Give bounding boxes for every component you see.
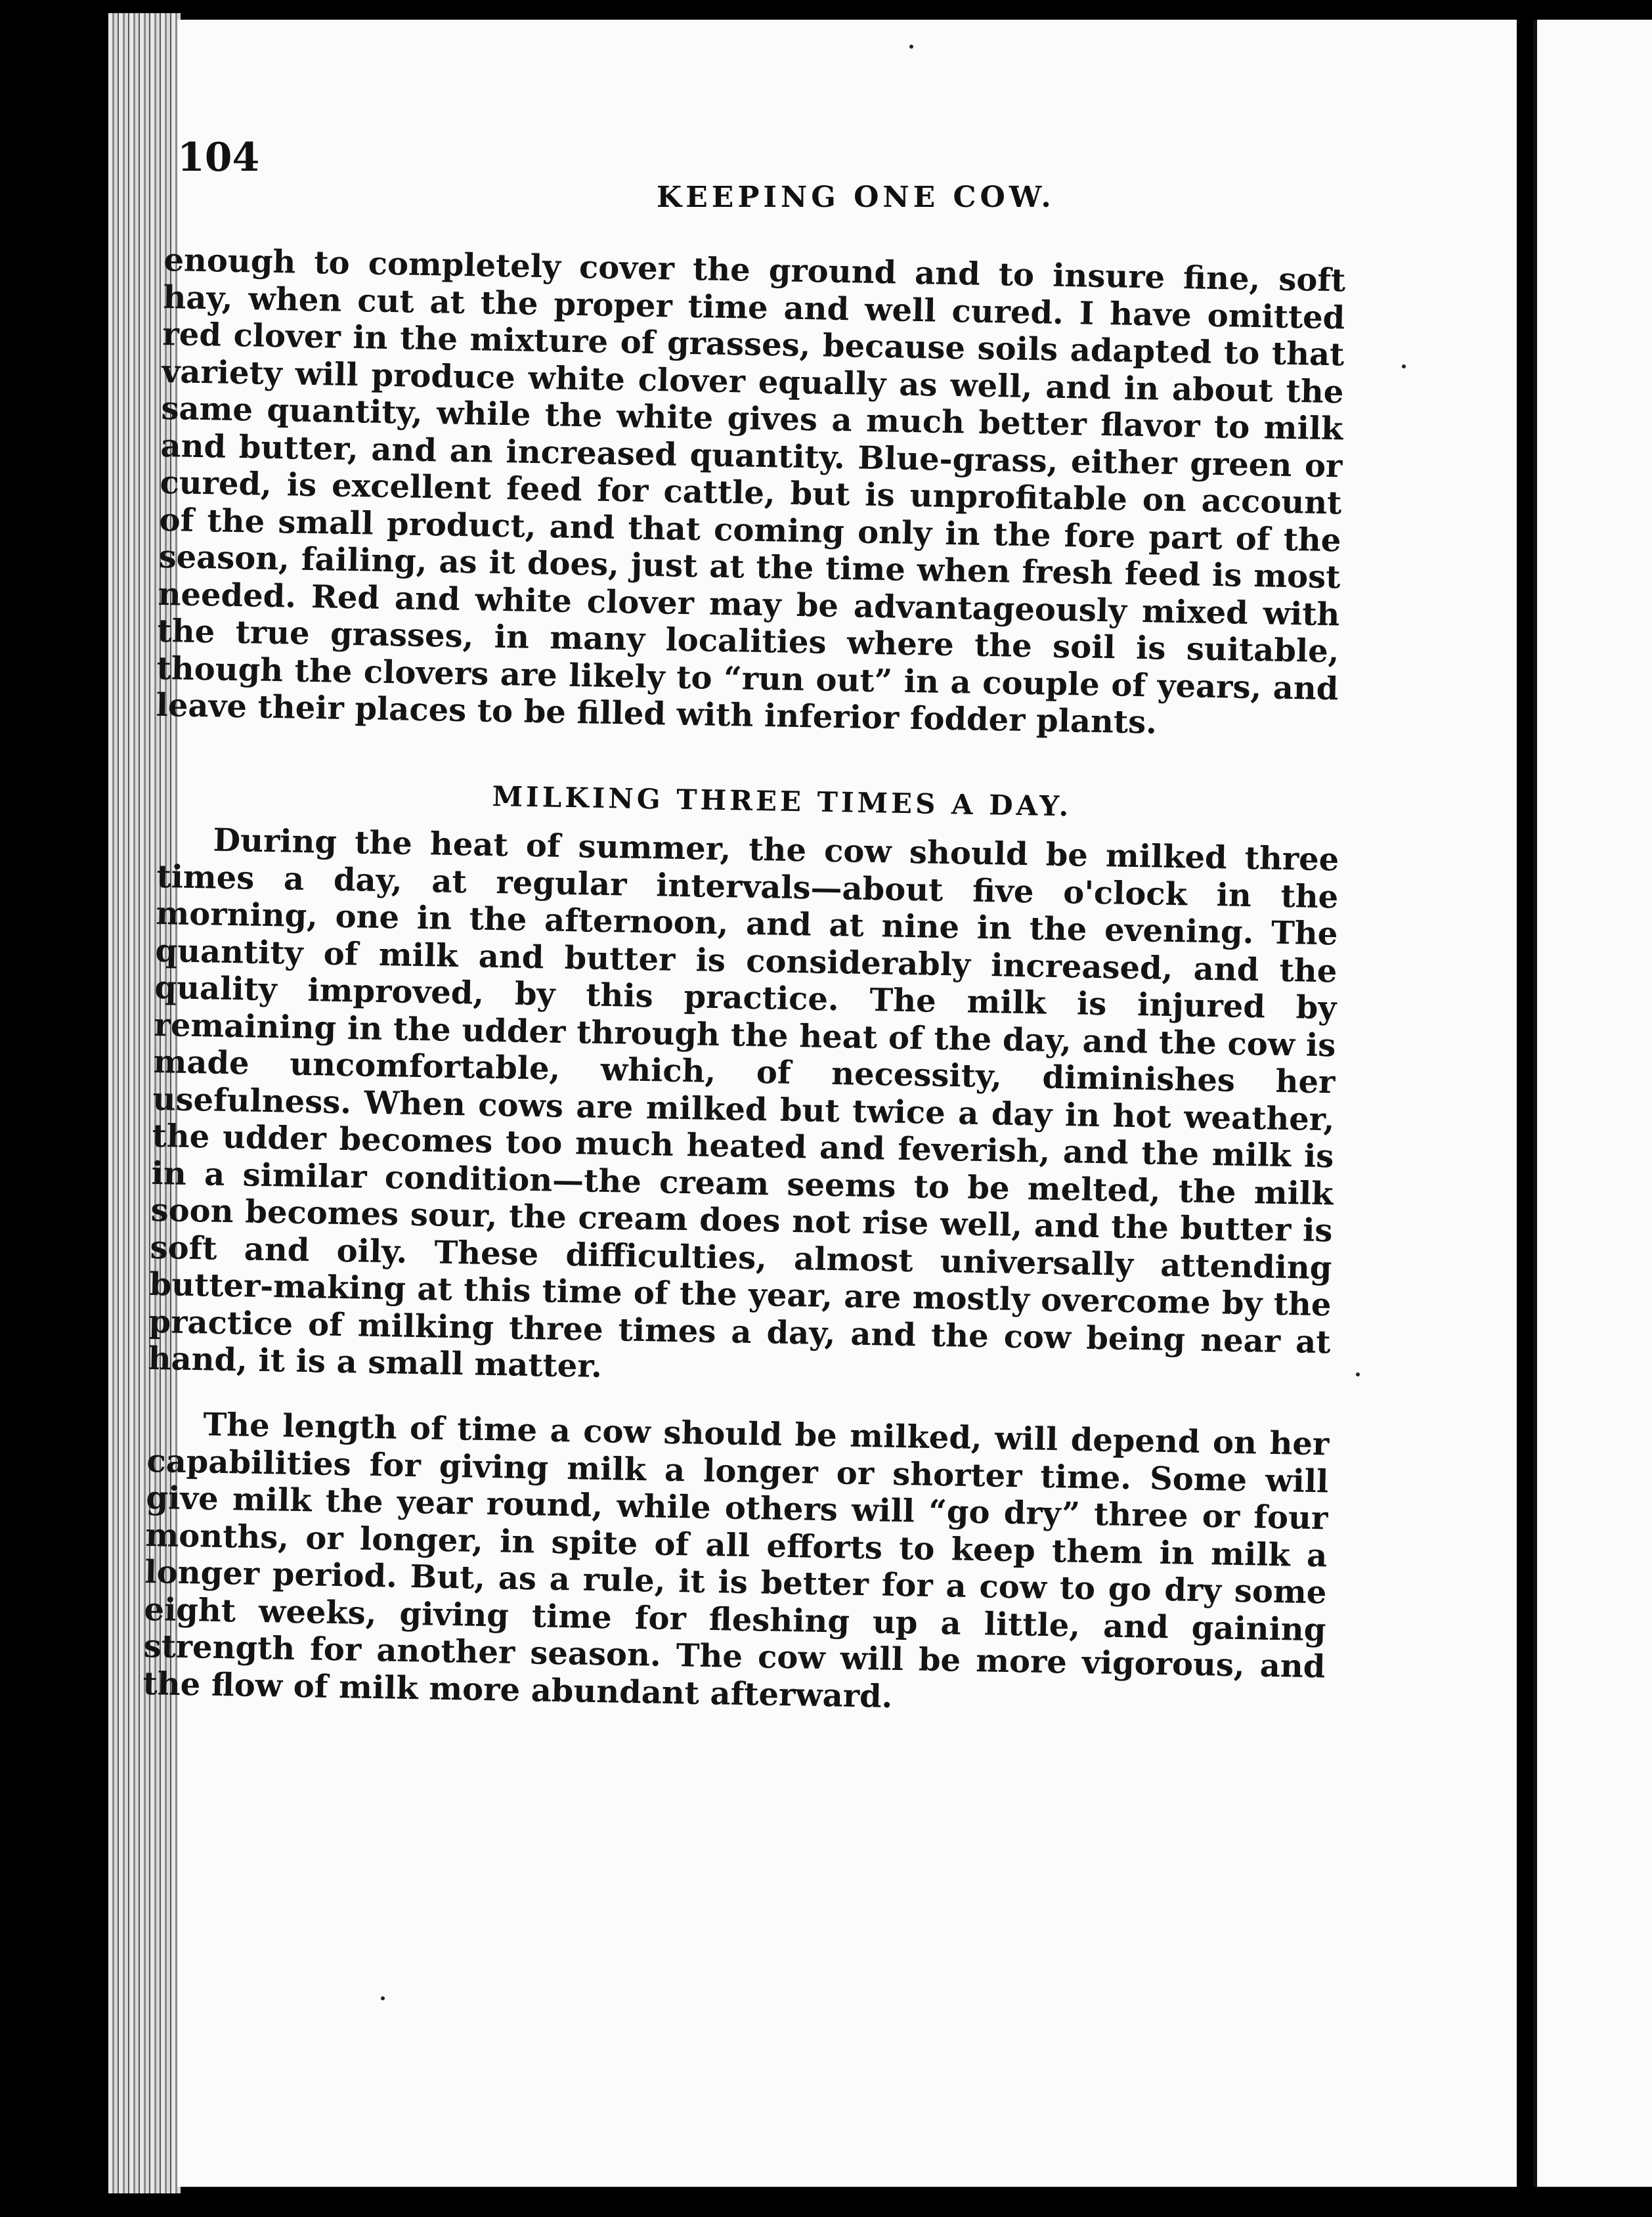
print-speck <box>381 1996 385 2000</box>
running-head: KEEPING ONE COW. <box>657 181 1055 214</box>
paragraph-1: enough to completely cover the ground and to insure fine, soft hay, when cut at the proper time and well cured. I have omitted red clover in the mixture of grasses, because soils adapted to that variety will produce white clover equally as well, and in about the same quantity, while the white gives a much better flavor to milk and butter, and an increased quantity. Blue-grass, either green or cured, is excellent feed for cattle, but is unprofitable on account of the small product, and that coming only in the fore part of the season, failing, as it does, just at the time when fresh feed is most needed. Red and white clover may be advantageously mixed with the true grasses, in many localities where the soil is suitable, though the clovers are likely to “run out” in a couple of years, and leave their places to be filled with inferior fodder plants. <box>156 242 1346 741</box>
paragraph-3: The length of time a cow should be milked, will depend on her capabilities for giving milk a longer or shorter time. Some will give milk the year round, while others will “go dry” three or four months, or longer, in spite of all efforts to keep them in milk a longer period. But, as a rule, it is better for a cow to go dry some eight weeks, giving time for fleshing up a little, and gaining strength for another season. The cow will be more vigorous, and the flow of milk more abundant afterward. <box>142 1406 1330 1715</box>
page-number: 104 <box>177 135 260 181</box>
facing-page-edge <box>1533 20 1652 2187</box>
section-heading: MILKING THREE TIMES A DAY. <box>492 780 1072 823</box>
paragraph-2: During the heat of summer, the cow should be milked three times a day, at regular intervals—about five o'clock in the morning, one in the afternoon, and at nine in the evening. The quantity of milk and butter is considerably increased, and the quality improved, by this practice. The milk is injured by remaining in the udder through the heat of the day, and the cow is made uncomfortable, which, of necessity, diminishes her usefulness. When cows are milked but twice a day in hot weather, the udder becomes too much heated and feverish, and the milk is in a similar condition—the cream seems to be melted, the milk soon becomes sour, the cream does not rise well, and the butter is soft and oily. These difficulties, almost universally attending butter-making at this time of the year, are mostly overcome by the practice of milking three times a day, and the cow being near at hand, it is a small matter. <box>148 822 1339 1385</box>
print-speck <box>1356 1372 1360 1376</box>
print-speck <box>909 45 913 49</box>
print-speck <box>1402 364 1406 368</box>
